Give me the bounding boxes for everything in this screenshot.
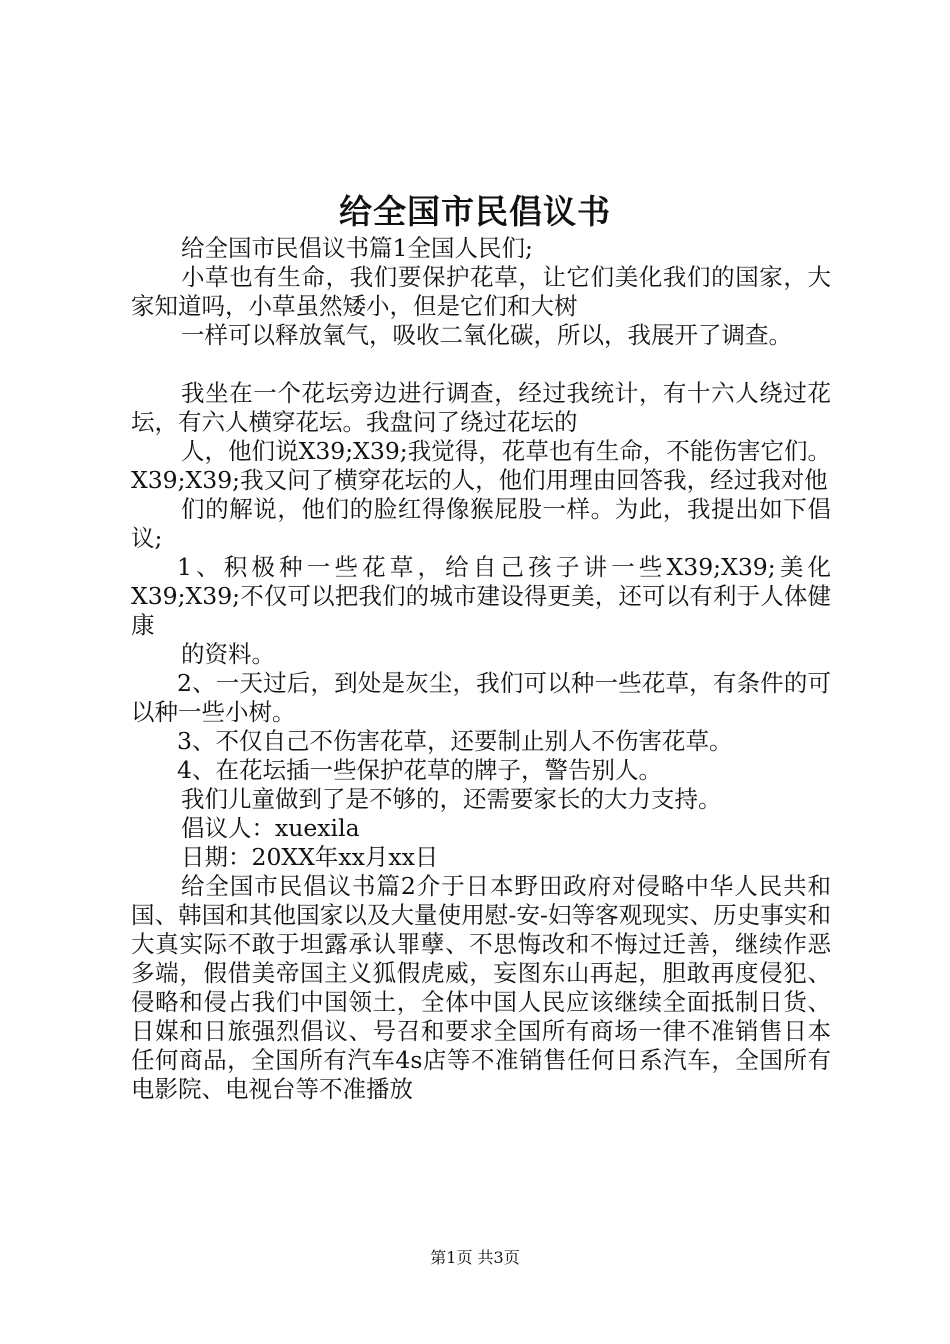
page-title: 给全国市民倡议书 <box>339 192 611 231</box>
signature-line: 倡议人：xuexila <box>181 814 360 842</box>
document-body <box>131 234 831 1104</box>
paragraph: 我坐在一个花坛旁边进行调查，经过我统计，有十六人绕过花坛，有六人横穿花坛。我盘问了绕过花坛的 <box>131 379 831 436</box>
paragraph: 给全国市民倡议书篇2介于日本野田政府对侵略中华人民共和国、韩国和其他国家以及大量使用慰-安-妇等客观现实、历史事实和大真实际不敢于坦露承认罪孽、不思悔改和不悔过迁善，继续作恶多端，假借美帝国主义狐假虎威，妄图东山再起，胆敢再度侵犯、侵略和侵占我们中国领土，全体中国人民应该继续全面抵制日货、日媒和日旅强烈倡议、号召和要求全国所有商场一律不准销售日本任何商品，全国所有汽车4s店等不准销售任何日系汽车，全国所有电影院、电视台等不准播放 <box>131 872 831 1103</box>
paragraph: 的资料。 <box>181 640 275 668</box>
paragraph: 一样可以释放氧气，吸收二氧化碳，所以，我展开了调查。 <box>181 321 792 349</box>
paragraph: 我们儿童做到了是不够的，还需要家长的大力支持。 <box>181 785 722 813</box>
paragraph: 3、不仅自己不伤害花草，还要制止别人不伤害花草。 <box>177 727 733 755</box>
paragraph: 给全国市民倡议书篇1全国人民们; <box>181 234 533 262</box>
date-line: 日期：20XX年xx月xx日 <box>181 843 439 871</box>
paragraph: 小草也有生命，我们要保护花草，让它们美化我们的国家，大家知道吗，小草虽然矮小，但是它们和大树 <box>131 263 831 320</box>
paragraph: 人，他们说X39;X39;我觉得，花草也有生命，不能伤害它们。X39;X39;我又问了横穿花坛的人，他们用理由回答我，经过我对他 <box>131 437 831 494</box>
paragraph: 们的解说，他们的脸红得像猴屁股一样。为此，我提出如下倡议; <box>131 495 831 552</box>
blank-line <box>131 350 831 379</box>
page-footer: 第1页 共3页 <box>430 1248 520 1267</box>
paragraph: 2、一天过后，到处是灰尘，我们可以种一些花草，有条件的可以种一些小树。 <box>131 669 831 726</box>
paragraph: 4、在花坛插一些保护花草的牌子，警告别人。 <box>177 756 662 784</box>
paragraph: 1、积极种一些花草，给自己孩子讲一些X39;X39;美化X39;X39;不仅可以把我们的城市建设得更美，还可以有利于人体健康 <box>131 553 831 639</box>
